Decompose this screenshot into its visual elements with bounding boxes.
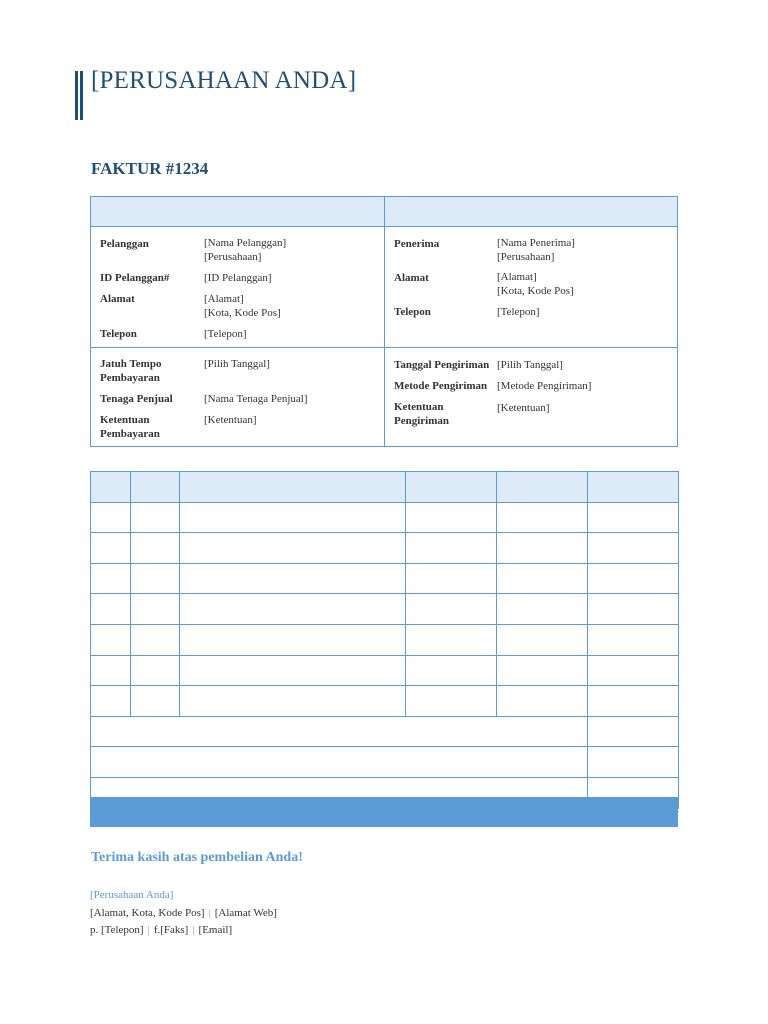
table-row <box>91 563 679 594</box>
table-row <box>91 502 679 533</box>
customer-id-label: ID Pelanggan# <box>100 272 170 284</box>
ship-terms-label: Ketentuan Pengiriman <box>394 401 449 427</box>
footer-web: [Alamat Web] <box>214 907 277 919</box>
ship-method-label: Metode Pengiriman <box>394 380 488 392</box>
info-divider-horizontal <box>91 347 677 348</box>
table-header-row <box>91 472 679 503</box>
ship-phone-value: [Telepon] <box>497 306 540 318</box>
bill-address-label: Alamat <box>100 293 135 305</box>
footer-contact-line <box>90 923 232 937</box>
customer-value: [Nama Pelanggan] [Perusahaan] <box>204 237 287 263</box>
footer-separator: | <box>192 924 195 936</box>
customer-id-value: [ID Pelanggan] <box>204 272 272 284</box>
footer-address: [Alamat, Kota, Kode Pos] <box>90 907 205 919</box>
table-row <box>91 594 679 625</box>
accent-bar-right <box>80 71 83 120</box>
bill-address-value: [Alamat] [Kota, Kode Pos] <box>204 293 281 319</box>
footer-email: [Email] <box>198 924 233 936</box>
salesperson-value: [Nama Tenaga Penjual] <box>204 393 308 405</box>
info-box <box>90 196 678 447</box>
invoice-title: FAKTUR #1234 <box>91 159 209 178</box>
ship-date-value: [Pilih Tanggal] <box>497 359 563 371</box>
footer-company: [Perusahaan Anda] <box>90 889 174 901</box>
due-date-label: Jatuh Tempo Pembayaran <box>100 358 162 384</box>
footer-separator: | <box>208 907 211 919</box>
recipient-value: [Nama Penerima] [Perusahaan] <box>497 237 575 263</box>
footer-fax: f.[Faks] <box>153 924 189 936</box>
payment-terms-value: [Ketentuan] <box>204 414 257 426</box>
info-divider-vertical <box>384 197 385 446</box>
ship-address-label: Alamat <box>394 272 429 284</box>
customer-label: Pelanggan <box>100 238 149 250</box>
table-row <box>91 624 679 655</box>
footer-phone: p. [Telepon] <box>90 924 144 936</box>
ship-date-label: Tanggal Pengiriman <box>394 359 490 371</box>
table-row <box>91 686 679 717</box>
recipient-label: Penerima <box>394 238 440 250</box>
ship-address-value: [Alamat] [Kota, Kode Pos] <box>497 271 574 297</box>
company-title: [PERUSAHAAN ANDA] <box>91 67 357 94</box>
table-row <box>91 533 679 564</box>
due-date-value: [Pilih Tanggal] <box>204 358 270 370</box>
table-row <box>91 655 679 686</box>
bill-phone-value: [Telepon] <box>204 328 247 340</box>
salesperson-label: Tenaga Penjual <box>100 393 173 405</box>
accent-bar-left <box>75 71 78 120</box>
footer-separator: | <box>147 924 150 936</box>
ship-terms-value: [Ketentuan] <box>497 402 550 414</box>
summary-row <box>91 716 679 747</box>
line-items-table <box>90 471 679 809</box>
footer-address-line <box>90 906 277 920</box>
summary-row <box>91 747 679 778</box>
ship-method-value: [Metode Pengiriman] <box>497 380 592 392</box>
total-bar <box>90 797 678 827</box>
payment-terms-label: Ketentuan Pembayaran <box>100 414 160 440</box>
thank-you-message: Terima kasih atas pembelian Anda! <box>91 850 303 865</box>
ship-phone-label: Telepon <box>394 306 431 318</box>
bill-phone-label: Telepon <box>100 328 137 340</box>
